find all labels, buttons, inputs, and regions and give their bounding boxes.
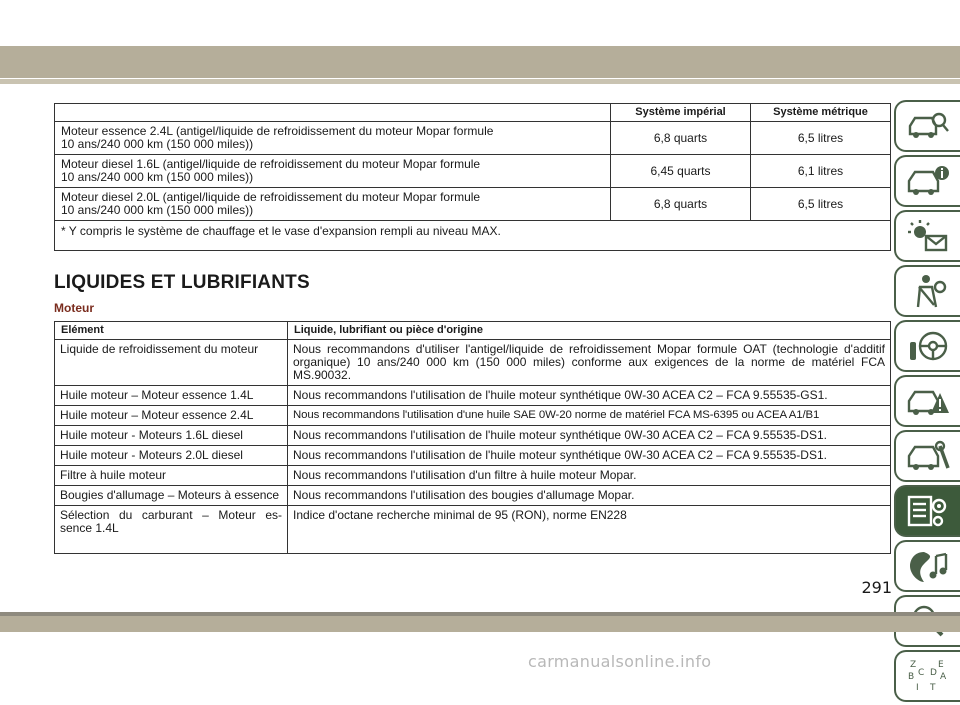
table-row — [55, 446, 891, 466]
index-letter: T — [930, 683, 936, 693]
row-description — [55, 188, 611, 221]
tab-vehicle-info[interactable] — [894, 155, 960, 207]
car-wrench-icon — [906, 438, 950, 474]
fluid-cell: Nous recommandons l'utilisation des bougies d'allumage Mopar. — [288, 486, 891, 506]
imperial-value: 6,8 quarts — [611, 188, 751, 221]
car-hazard-icon — [906, 383, 950, 419]
tab-multimedia[interactable] — [894, 540, 960, 592]
element-cell: Huile moteur - Moteurs 1.6L diesel — [55, 426, 288, 446]
imperial-value: 6,45 quarts — [611, 155, 751, 188]
desc-line: Moteur diesel 2.0L (antigel/liquide de refroidissement du moteur Mopar formule — [61, 190, 481, 204]
footer-band — [0, 616, 960, 632]
table-row — [55, 506, 891, 554]
element-cell: Sélection du carburant – Moteur es-sence 1.4L — [55, 506, 288, 554]
fluid-cell: Indice d'octane recherche minimal de 95 (RON), norme EN228 — [288, 506, 891, 554]
table-row — [55, 466, 891, 486]
element-cell: Huile moteur – Moteur essence 2.4L — [55, 406, 288, 426]
seatbelt-airbag-icon — [906, 273, 950, 309]
metric-value: 6,1 litres — [751, 155, 891, 188]
col-header-element: Elément — [55, 322, 288, 340]
tab-specifications[interactable] — [894, 485, 960, 537]
car-info-icon — [906, 163, 950, 199]
index-letter: D — [930, 668, 937, 678]
table-row — [55, 486, 891, 506]
col-header-imperial: Système impérial — [611, 104, 751, 122]
watermark: carmanualsonline.info — [528, 652, 712, 671]
header-band-line — [0, 79, 960, 84]
index-letter: E — [938, 660, 944, 670]
col-header-metric: Système métrique — [751, 104, 891, 122]
index-letter: I — [916, 683, 919, 693]
tab-safety[interactable] — [894, 265, 960, 317]
element-cell: Filtre à huile moteur — [55, 466, 288, 486]
row-description — [55, 122, 611, 155]
desc-line: 10 ans/240 000 km (150 000 miles)) — [61, 203, 254, 217]
tab-alphabetical-index[interactable] — [894, 650, 960, 702]
index-letter: C — [918, 668, 925, 678]
row-description — [55, 155, 611, 188]
table-row — [55, 122, 891, 155]
alphabetical-index-icon — [906, 658, 950, 694]
metric-value: 6,5 litres — [751, 188, 891, 221]
tab-starting-driving[interactable] — [894, 320, 960, 372]
table-row — [55, 386, 891, 406]
fluid-cell: Nous recommandons l'utilisation de l'huile moteur synthétique 0W-30 ACEA C2 – FCA 9.55535-GS1. — [288, 386, 891, 406]
fluid-cell: Nous recommandons l'utilisation de l'huile moteur synthétique 0W-30 ACEA C2 – FCA 9.55535-DS1. — [288, 446, 891, 466]
car-magnifier-icon — [906, 108, 950, 144]
desc-line: 10 ans/240 000 km (150 000 miles)) — [61, 170, 254, 184]
table-row — [55, 340, 891, 386]
col-header-description — [55, 104, 611, 122]
fluids-capacity-table — [54, 103, 891, 251]
fluid-cell: Nous recommandons l'utilisation d'une huile SAE 0W-20 norme de matériel FCA MS-6395 ou ACEA A1/B1 — [288, 406, 891, 426]
table-row — [55, 155, 891, 188]
fluid-cell: Nous recommandons d'utiliser l'antigel/liquide de refroidissement Mopar formule OAT (technologie d'additif organique) 10 ans/240 000 km (150 000 miles) conforme aux exigences de la norme de matériel FCA MS.90032. — [288, 340, 891, 386]
table-footnote: * Y compris le système de chauffage et le vase d'expansion rempli au niveau MAX. — [55, 221, 891, 251]
table-row — [55, 426, 891, 446]
steering-wheel-icon — [906, 328, 950, 364]
index-letter: Z — [910, 660, 917, 670]
fluid-cell: Nous recommandons l'utilisation d'un filtre à huile moteur Mopar. — [288, 466, 891, 486]
desc-line: Moteur essence 2.4L (antigel/liquide de refroidissement du moteur Mopar formule — [61, 124, 494, 138]
tab-emergency[interactable] — [894, 375, 960, 427]
desc-line: Moteur diesel 1.6L (antigel/liquide de refroidissement du moteur Mopar formule — [61, 157, 481, 171]
metric-value: 6,5 litres — [751, 122, 891, 155]
fluid-cell: Nous recommandons l'utilisation de l'huile moteur synthétique 0W-30 ACEA C2 – FCA 9.55535-DS1. — [288, 426, 891, 446]
imperial-value: 6,8 quarts — [611, 122, 751, 155]
element-cell: Bougies d'allumage – Moteurs à essence — [55, 486, 288, 506]
element-cell: Huile moteur – Moteur essence 1.4L — [55, 386, 288, 406]
tab-vehicle-overview[interactable] — [894, 100, 960, 152]
table-row — [55, 406, 891, 426]
subsection-title: Moteur — [54, 301, 94, 315]
multimedia-music-icon — [906, 548, 950, 584]
index-letter: B — [908, 672, 915, 682]
page-number: 291 — [861, 578, 892, 597]
desc-line: 10 ans/240 000 km (150 000 miles)) — [61, 137, 254, 151]
warning-light-message-icon — [906, 218, 950, 254]
table-row — [55, 188, 891, 221]
tab-servicing[interactable] — [894, 430, 960, 482]
section-title: LIQUIDES ET LUBRIFIANTS — [54, 272, 310, 293]
specifications-gear-icon — [906, 493, 950, 529]
lubricants-table — [54, 321, 891, 554]
col-header-fluid: Liquide, lubrifiant ou pièce d'origine — [288, 322, 891, 340]
element-cell: Huile moteur - Moteurs 2.0L diesel — [55, 446, 288, 466]
tab-warning-lights[interactable] — [894, 210, 960, 262]
header-band — [0, 46, 960, 78]
index-letter: A — [940, 672, 947, 682]
element-cell: Liquide de refroidissement du moteur — [55, 340, 288, 386]
